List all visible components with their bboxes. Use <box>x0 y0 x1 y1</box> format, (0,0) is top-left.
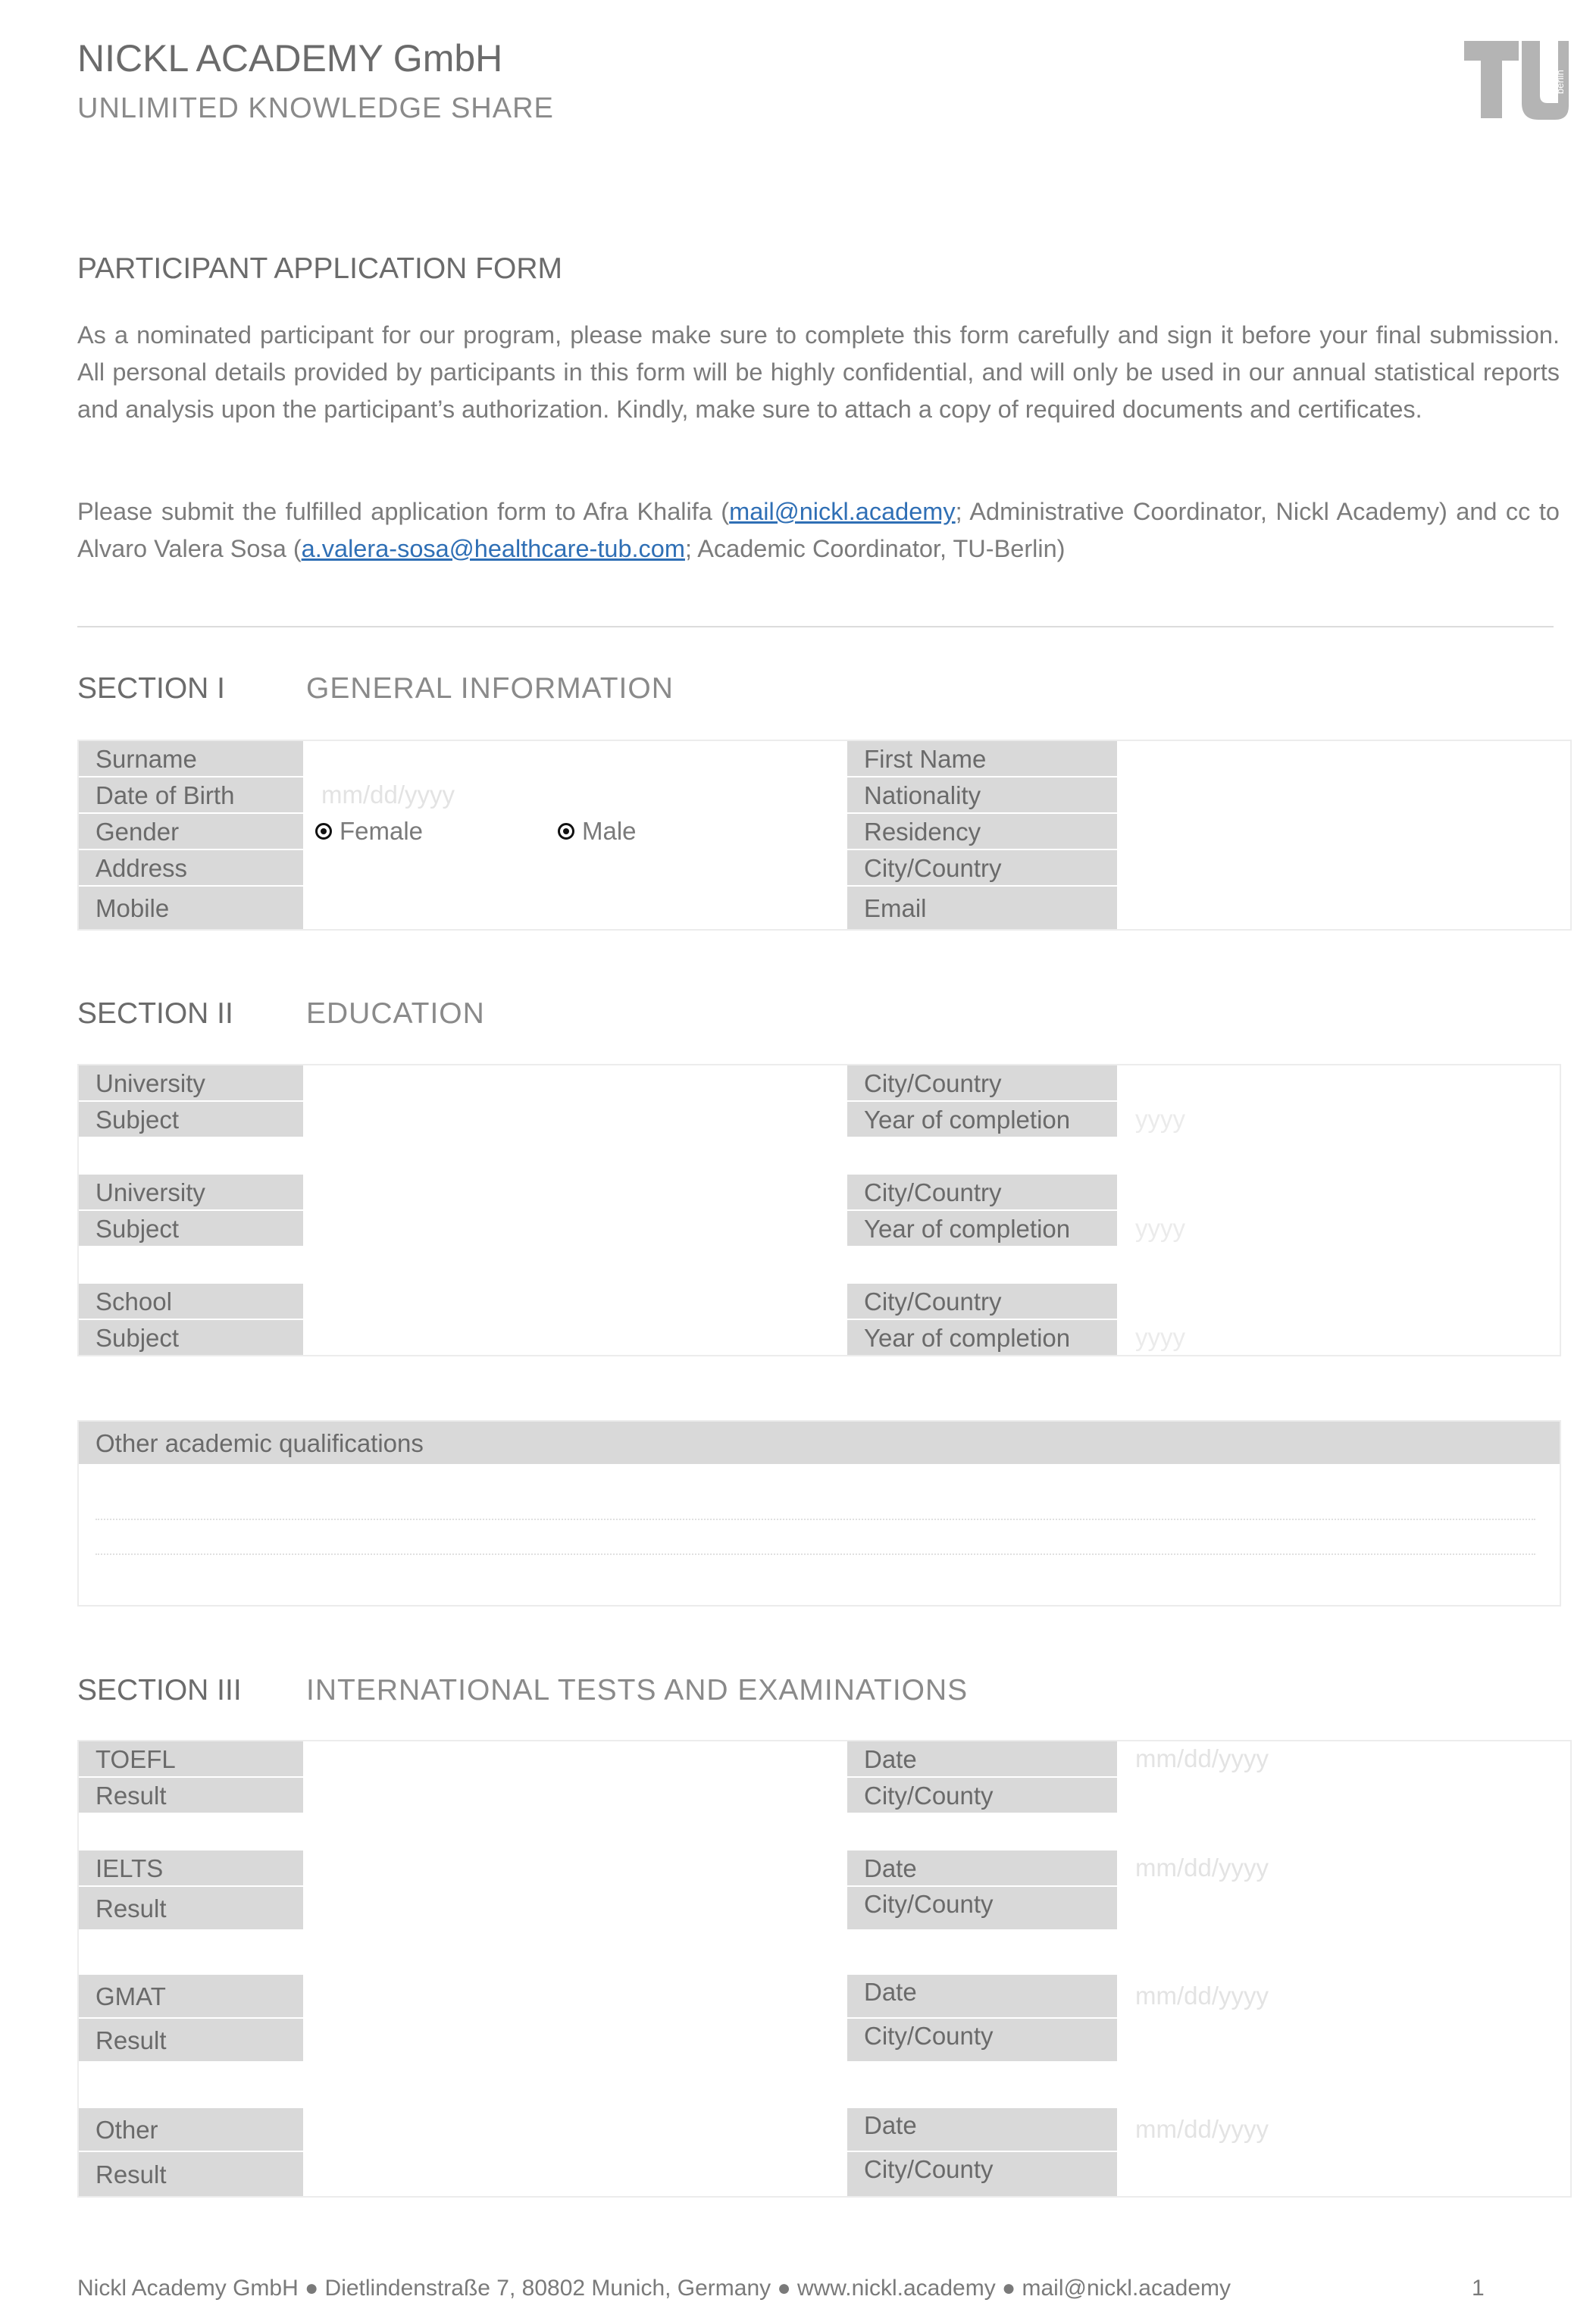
section-2-title: EDUCATION <box>306 997 485 1030</box>
city-county-label: City/County <box>847 1887 1117 1929</box>
surname-label: Surname <box>79 741 303 776</box>
section-1-number: SECTION I <box>77 672 226 705</box>
section-1-title: GENERAL INFORMATION <box>306 672 674 705</box>
submission-instructions <box>77 493 1560 568</box>
year-of-completion-field[interactable]: yyyy <box>1119 1320 1560 1355</box>
instructions-text: ; Academic Coordinator, TU-Berlin) <box>684 535 1066 562</box>
result-label: Result <box>79 2019 303 2061</box>
first-name-label: First Name <box>847 741 1117 776</box>
city-country-field[interactable] <box>1119 1175 1560 1209</box>
year-of-completion-label: Year of completion <box>847 1320 1117 1355</box>
other-qualifications-textarea[interactable] <box>79 1466 1560 1605</box>
city-country-field[interactable] <box>1119 1065 1560 1100</box>
intro-paragraph: As a nominated participant for our program, please make sure to complete this form carefully and sign it before your final submission. All personal details provided by participants in this form will be highly confidential, and will only be used in our annual statistical reports and analysis upon the participant’s authorization. Kindly, make sure to attach a copy of required documents and certificates. <box>77 321 1560 423</box>
section-3-title: INTERNATIONAL TESTS AND EXAMINATIONS <box>306 1674 969 1707</box>
nationality-field[interactable] <box>1119 777 1570 812</box>
gender-option-male[interactable] <box>558 817 637 846</box>
form-title: PARTICIPANT APPLICATION FORM <box>77 252 562 285</box>
page-number: 1 <box>1472 2276 1485 2301</box>
university-field[interactable] <box>305 1175 846 1209</box>
organization-name: NICKL ACADEMY GmbH <box>77 37 503 80</box>
instructions-text: ; Administrative Coordinator, Nickl Academy) and cc to Alvaro Valera Sosa ( <box>77 498 1560 562</box>
subject-field[interactable] <box>305 1320 846 1355</box>
surname-field[interactable] <box>305 741 846 776</box>
test-field[interactable] <box>305 1975 846 2017</box>
test-field[interactable] <box>305 1741 846 1776</box>
test-name-label: IELTS <box>79 1851 303 1885</box>
city-county-field[interactable] <box>1119 1778 1570 1813</box>
test-field[interactable] <box>305 1851 846 1885</box>
school-label: School <box>79 1284 303 1319</box>
result-label: Result <box>79 1887 303 1929</box>
radio-icon[interactable] <box>558 823 574 840</box>
dob-label: Date of Birth <box>79 777 303 812</box>
academic-coordinator-email-link[interactable]: a.valera-sosa@healthcare-tub.com <box>301 535 685 562</box>
residency-field[interactable] <box>1119 814 1570 849</box>
university-field[interactable] <box>305 1065 846 1100</box>
school-field[interactable] <box>305 1284 846 1319</box>
email-field[interactable] <box>1119 887 1570 929</box>
city-country-label: City/Country <box>847 1284 1117 1319</box>
other-qualifications-label: Other academic qualifications <box>79 1422 1560 1464</box>
nationality-label: Nationality <box>847 777 1117 812</box>
subject-label: Subject <box>79 1211 303 1246</box>
city-county-field[interactable] <box>1119 1887 1570 1929</box>
city-country-field[interactable] <box>1119 1284 1560 1319</box>
year-of-completion-field[interactable]: yyyy <box>1119 1211 1560 1246</box>
mobile-label: Mobile <box>79 887 303 929</box>
year-of-completion-label: Year of completion <box>847 1102 1117 1137</box>
subject-field[interactable] <box>305 1211 846 1246</box>
subject-label: Subject <box>79 1102 303 1137</box>
date-field[interactable]: mm/dd/yyyy <box>1119 1851 1570 1885</box>
subject-field[interactable] <box>305 1102 846 1137</box>
year-of-completion-field[interactable]: yyyy <box>1119 1102 1560 1137</box>
tu-berlin-logo-icon <box>1458 36 1570 123</box>
gender-option-female[interactable] <box>315 817 558 846</box>
test-name-label: Other <box>79 2108 303 2151</box>
university-label: University <box>79 1175 303 1209</box>
section-3-number: SECTION III <box>77 1674 242 1707</box>
section-2-number: SECTION II <box>77 997 233 1030</box>
city-country-label: City/Country <box>847 850 1117 885</box>
instructions-text: Please submit the fulfilled application form to Afra Khalifa ( <box>77 498 730 525</box>
city-county-field[interactable] <box>1119 2152 1570 2196</box>
city-country-label: City/Country <box>847 1065 1117 1100</box>
result-field[interactable] <box>305 2152 846 2196</box>
result-label: Result <box>79 1778 303 1813</box>
female-label: Female <box>340 817 424 845</box>
test-name-label: GMAT <box>79 1975 303 2017</box>
date-field[interactable]: mm/dd/yyyy <box>1119 2108 1570 2151</box>
result-field[interactable] <box>305 1887 846 1929</box>
radio-icon[interactable] <box>315 823 332 840</box>
city-county-field[interactable] <box>1119 2019 1570 2061</box>
mobile-field[interactable] <box>305 887 846 929</box>
date-label: Date <box>847 1741 1117 1776</box>
footer-address: Nickl Academy GmbH ● Dietlindenstraße 7, 80802 Munich, Germany ● www.nickl.academy ● mail@nickl.academy <box>77 2276 1231 2301</box>
organization-tagline: UNLIMITED KNOWLEDGE SHARE <box>77 92 554 124</box>
test-field[interactable] <box>305 2108 846 2151</box>
dob-field[interactable]: mm/dd/yyyy <box>305 777 846 812</box>
subject-label: Subject <box>79 1320 303 1355</box>
university-label: University <box>79 1065 303 1100</box>
date-label: Date <box>847 1975 1117 2017</box>
city-county-label: City/County <box>847 2152 1117 2196</box>
city-country-label: City/Country <box>847 1175 1117 1209</box>
gender-label: Gender <box>79 814 303 849</box>
writing-line <box>95 1519 1535 1520</box>
result-field[interactable] <box>305 1778 846 1813</box>
address-field[interactable] <box>305 850 846 885</box>
divider <box>77 626 1554 627</box>
male-label: Male <box>582 817 637 845</box>
city-county-label: City/County <box>847 1778 1117 1813</box>
result-field[interactable] <box>305 2019 846 2061</box>
city-country-field[interactable] <box>1119 850 1570 885</box>
test-name-label: TOEFL <box>79 1741 303 1776</box>
logo-text: berlin <box>1554 70 1566 94</box>
city-county-label: City/County <box>847 2019 1117 2061</box>
coordinator-email-link[interactable]: mail@nickl.academy <box>729 498 956 525</box>
date-field[interactable]: mm/dd/yyyy <box>1119 1741 1570 1776</box>
email-label: Email <box>847 887 1117 929</box>
date-label: Date <box>847 1851 1117 1885</box>
gender-field <box>305 814 846 849</box>
date-field[interactable]: mm/dd/yyyy <box>1119 1975 1570 2017</box>
result-label: Result <box>79 2152 303 2196</box>
writing-line <box>95 1553 1535 1555</box>
first-name-field[interactable] <box>1119 741 1570 776</box>
date-label: Date <box>847 2108 1117 2151</box>
residency-label: Residency <box>847 814 1117 849</box>
address-label: Address <box>79 850 303 885</box>
year-of-completion-label: Year of completion <box>847 1211 1117 1246</box>
